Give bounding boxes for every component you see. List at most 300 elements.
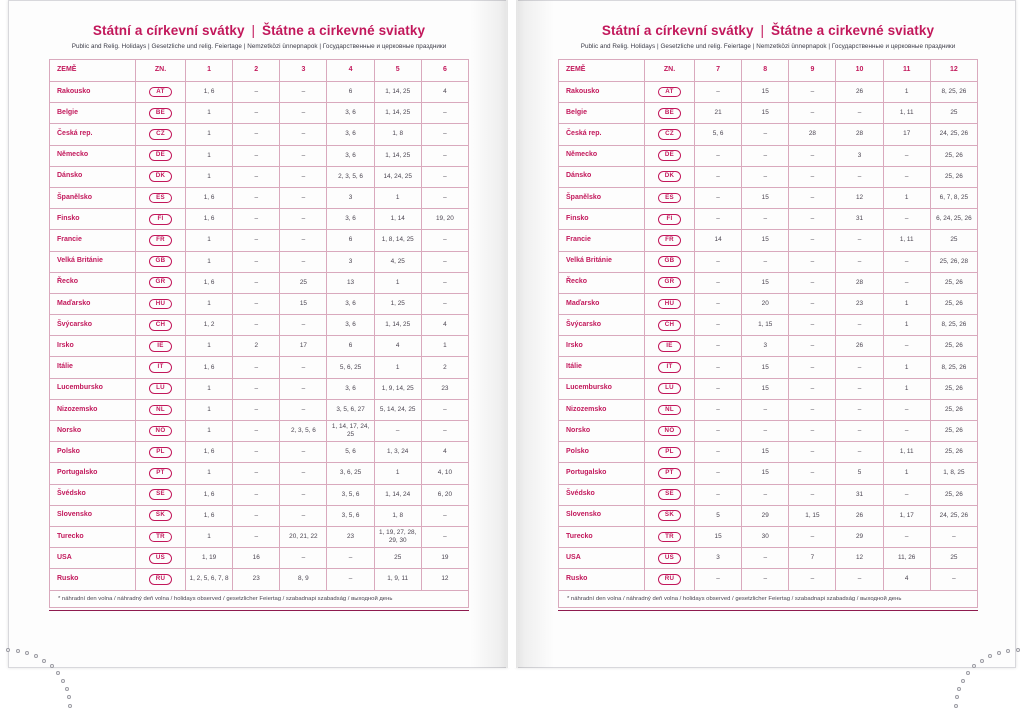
table-row — [50, 187, 469, 208]
cell-holiday-dates: 1, 2 — [186, 315, 233, 336]
cell-holiday-dates: 1, 11 — [883, 103, 930, 124]
table-row — [559, 251, 978, 272]
cell-holiday-dates: 15 — [742, 82, 789, 103]
cell-country: Itálie — [50, 357, 136, 378]
cell-holiday-dates: – — [883, 526, 930, 547]
cell-holiday-dates: – — [836, 569, 883, 590]
cell-holiday-dates: – — [695, 145, 742, 166]
cell-holiday-dates: 25, 26 — [930, 421, 977, 442]
binding-dot — [961, 679, 965, 683]
cell-holiday-dates: 1, 6 — [186, 209, 233, 230]
cell-holiday-dates: 1, 14, 24 — [374, 484, 421, 505]
cell-country: Švýcarsko — [50, 315, 136, 336]
cell-holiday-dates: 6, 20 — [421, 484, 468, 505]
table-row — [50, 442, 469, 463]
cell-holiday-dates: – — [280, 251, 327, 272]
cell-holiday-dates: 6, 24, 25, 26 — [930, 209, 977, 230]
cell-holiday-dates: 8, 25, 26 — [930, 357, 977, 378]
cell-holiday-dates: – — [280, 399, 327, 420]
table-row — [559, 124, 978, 145]
country-code-badge: LU — [149, 383, 172, 394]
country-code-badge: DK — [149, 171, 172, 182]
right-page — [516, 0, 1016, 668]
cell-holiday-dates: 1, 9, 14, 25 — [374, 378, 421, 399]
cell-holiday-dates: – — [836, 357, 883, 378]
cell-holiday-dates: – — [233, 315, 280, 336]
cell-holiday-dates: 21 — [695, 103, 742, 124]
cell-holiday-dates: 17 — [883, 124, 930, 145]
cell-holiday-dates: – — [742, 484, 789, 505]
title-czech: Státní a církevní svátky — [601, 23, 754, 38]
cell-holiday-dates: 1 — [186, 399, 233, 420]
cell-holiday-dates: 1, 14, 25 — [374, 103, 421, 124]
table-header-row — [559, 60, 978, 82]
table-row — [50, 463, 469, 484]
cell-holiday-dates: 4, 10 — [421, 463, 468, 484]
cell-holiday-dates: – — [789, 484, 836, 505]
cell-country: Velká Británie — [559, 251, 645, 272]
cell-holiday-dates: 15 — [742, 103, 789, 124]
right-page-content — [558, 23, 978, 638]
cell-holiday-dates: – — [742, 124, 789, 145]
cell-holiday-dates: – — [233, 124, 280, 145]
table-row — [559, 548, 978, 569]
cell-holiday-dates: 1, 11 — [883, 230, 930, 251]
cell-country-code — [645, 336, 695, 357]
country-code-badge: IE — [149, 341, 172, 352]
cell-holiday-dates: – — [280, 315, 327, 336]
cell-holiday-dates: 25, 26 — [930, 399, 977, 420]
table-row — [50, 315, 469, 336]
cell-holiday-dates: 5, 6, 25 — [327, 357, 374, 378]
cell-country: Turecko — [50, 526, 136, 547]
cell-holiday-dates: 1 — [186, 103, 233, 124]
col-header-month-6: 6 — [421, 60, 468, 82]
cell-holiday-dates: 26 — [836, 82, 883, 103]
cell-holiday-dates: – — [280, 548, 327, 569]
cell-holiday-dates: 1, 6 — [186, 187, 233, 208]
cell-country: Nizozemsko — [50, 399, 136, 420]
cell-holiday-dates: 8, 25, 26 — [930, 315, 977, 336]
cell-holiday-dates: – — [789, 209, 836, 230]
cell-holiday-dates: – — [233, 145, 280, 166]
cell-holiday-dates: – — [883, 336, 930, 357]
country-code-badge: IT — [658, 362, 681, 373]
table-row — [559, 103, 978, 124]
cell-country: Švýcarsko — [559, 315, 645, 336]
cell-country: Španělsko — [559, 187, 645, 208]
page-subtitle-right: Public and Relig. Holidays | Gesetzliche und relig. Feiertage | Nemzetközi ünnepnapok | Государственные и церковные праздники — [580, 43, 956, 50]
binding-dot — [966, 671, 970, 675]
cell-holiday-dates: – — [233, 166, 280, 187]
cell-holiday-dates: – — [280, 103, 327, 124]
table-row — [559, 209, 978, 230]
page-title-left — [49, 23, 469, 38]
cell-holiday-dates: – — [421, 421, 468, 442]
cell-holiday-dates: 2 — [233, 336, 280, 357]
cell-country: Irsko — [50, 336, 136, 357]
cell-holiday-dates: – — [883, 399, 930, 420]
table-row — [50, 209, 469, 230]
holidays-table-right — [558, 59, 978, 591]
table-row — [559, 505, 978, 526]
cell-country-code — [136, 399, 186, 420]
country-code-badge: FI — [149, 214, 172, 225]
cell-country-code — [136, 82, 186, 103]
country-code-badge: CZ — [149, 129, 172, 140]
cell-holiday-dates: 3, 5, 6 — [327, 505, 374, 526]
cell-holiday-dates: 8, 9 — [280, 569, 327, 590]
country-code-badge: PT — [149, 468, 172, 479]
table-row — [559, 293, 978, 314]
cell-holiday-dates: 1 — [883, 357, 930, 378]
cell-holiday-dates: 28 — [789, 124, 836, 145]
cell-holiday-dates: – — [280, 187, 327, 208]
cell-holiday-dates: – — [836, 166, 883, 187]
country-code-badge: ES — [149, 193, 172, 204]
cell-holiday-dates: – — [695, 484, 742, 505]
cell-holiday-dates: 15 — [742, 463, 789, 484]
cell-country-code — [645, 399, 695, 420]
accent-rule-right — [558, 610, 978, 612]
cell-country-code — [136, 378, 186, 399]
cell-holiday-dates: – — [789, 82, 836, 103]
cell-holiday-dates: 4 — [421, 442, 468, 463]
cell-holiday-dates: 5, 6 — [695, 124, 742, 145]
cell-country: Česká rep. — [50, 124, 136, 145]
cell-holiday-dates: – — [280, 124, 327, 145]
country-code-badge: DE — [658, 150, 681, 161]
cell-holiday-dates: – — [695, 315, 742, 336]
cell-holiday-dates: – — [233, 484, 280, 505]
country-code-badge: ES — [658, 193, 681, 204]
country-code-badge: RU — [149, 574, 172, 585]
cell-holiday-dates: 15 — [742, 230, 789, 251]
cell-holiday-dates: – — [374, 421, 421, 442]
country-code-badge: NL — [658, 405, 681, 416]
page-title-right — [558, 23, 978, 38]
cell-holiday-dates: – — [789, 526, 836, 547]
country-code-badge: US — [658, 553, 681, 564]
cell-holiday-dates: 30 — [742, 526, 789, 547]
cell-holiday-dates: – — [695, 272, 742, 293]
cell-holiday-dates: 25, 26 — [930, 145, 977, 166]
cell-country: Portugalsko — [559, 463, 645, 484]
country-code-badge: IE — [658, 341, 681, 352]
cell-holiday-dates: – — [421, 272, 468, 293]
cell-country: Řecko — [559, 272, 645, 293]
cell-holiday-dates: – — [280, 463, 327, 484]
table-row — [559, 442, 978, 463]
table-row — [559, 463, 978, 484]
cell-holiday-dates: – — [836, 103, 883, 124]
cell-holiday-dates: – — [883, 166, 930, 187]
cell-holiday-dates: – — [789, 421, 836, 442]
table-row — [50, 526, 469, 547]
cell-holiday-dates: 1, 8, 14, 25 — [374, 230, 421, 251]
cell-holiday-dates: 23 — [836, 293, 883, 314]
cell-country-code — [136, 357, 186, 378]
cell-country: Francie — [559, 230, 645, 251]
binding-dot — [957, 687, 961, 691]
cell-holiday-dates: – — [280, 145, 327, 166]
cell-holiday-dates: – — [789, 103, 836, 124]
col-header-month-2: 2 — [233, 60, 280, 82]
cell-holiday-dates: – — [233, 82, 280, 103]
cell-holiday-dates: 1, 8 — [374, 505, 421, 526]
cell-holiday-dates: 24, 25, 26 — [930, 505, 977, 526]
cell-country-code — [136, 124, 186, 145]
cell-holiday-dates: 3, 5, 6, 27 — [327, 399, 374, 420]
cell-holiday-dates: – — [233, 421, 280, 442]
title-separator: | — [251, 23, 256, 38]
cell-holiday-dates: – — [883, 484, 930, 505]
table-row — [559, 145, 978, 166]
cell-country-code — [645, 484, 695, 505]
cell-holiday-dates: 4 — [883, 569, 930, 590]
cell-country: Polsko — [50, 442, 136, 463]
cell-holiday-dates: – — [695, 166, 742, 187]
cell-holiday-dates: – — [836, 251, 883, 272]
country-code-badge: FR — [149, 235, 172, 246]
col-header-month-1: 1 — [186, 60, 233, 82]
cell-holiday-dates: 4 — [421, 82, 468, 103]
country-code-badge: AT — [658, 87, 681, 98]
cell-holiday-dates: – — [789, 272, 836, 293]
table-header-row — [50, 60, 469, 82]
table-row — [559, 378, 978, 399]
cell-holiday-dates: 20 — [742, 293, 789, 314]
cell-country: Lucembursko — [50, 378, 136, 399]
table-body-left — [50, 82, 469, 591]
cell-country: Belgie — [559, 103, 645, 124]
cell-holiday-dates: 1 — [186, 463, 233, 484]
cell-holiday-dates: – — [742, 399, 789, 420]
cell-holiday-dates: – — [233, 399, 280, 420]
country-code-badge: BE — [149, 108, 172, 119]
cell-holiday-dates: – — [280, 230, 327, 251]
cell-holiday-dates: 25, 26, 28 — [930, 251, 977, 272]
country-code-badge: NO — [149, 426, 172, 437]
cell-country-code — [136, 145, 186, 166]
cell-holiday-dates: 1, 14, 25 — [374, 82, 421, 103]
cell-country-code — [645, 272, 695, 293]
cell-holiday-dates: – — [695, 399, 742, 420]
cell-holiday-dates: 12 — [836, 187, 883, 208]
cell-holiday-dates: 8, 25, 26 — [930, 82, 977, 103]
title-slovak: Štátne a cirkevné sviatky — [261, 23, 426, 38]
cell-holiday-dates: – — [421, 187, 468, 208]
cell-holiday-dates: 3, 6 — [327, 378, 374, 399]
cell-country: Finsko — [50, 209, 136, 230]
cell-country: Španělsko — [50, 187, 136, 208]
cell-country: Norsko — [50, 421, 136, 442]
cell-holiday-dates: 1, 8, 25 — [930, 463, 977, 484]
cell-holiday-dates: 6 — [327, 82, 374, 103]
binding-dot — [67, 695, 71, 699]
cell-country: Slovensko — [559, 505, 645, 526]
table-row — [559, 336, 978, 357]
cell-holiday-dates: 1, 6 — [186, 442, 233, 463]
cell-holiday-dates: – — [789, 145, 836, 166]
cell-country: Rakousko — [559, 82, 645, 103]
cell-holiday-dates: – — [789, 166, 836, 187]
cell-country-code — [645, 82, 695, 103]
table-row — [559, 399, 978, 420]
cell-holiday-dates: 19 — [421, 548, 468, 569]
cell-country-code — [136, 336, 186, 357]
cell-country: Slovensko — [50, 505, 136, 526]
cell-holiday-dates: 1, 15 — [789, 505, 836, 526]
cell-holiday-dates: – — [789, 399, 836, 420]
cell-country: USA — [559, 548, 645, 569]
cell-country-code — [136, 166, 186, 187]
cell-holiday-dates: 26 — [836, 336, 883, 357]
cell-holiday-dates: 15 — [280, 293, 327, 314]
cell-holiday-dates: 25, 26 — [930, 484, 977, 505]
cell-country: Portugalsko — [50, 463, 136, 484]
cell-holiday-dates: 1 — [883, 315, 930, 336]
cell-holiday-dates: 25, 26 — [930, 378, 977, 399]
footnote-right: * náhradní den volna / náhradný deň volna / holidays observed / gesetzlicher Feiertag / szabadnapi szabadság / выходной день — [558, 591, 978, 608]
cell-holiday-dates: 4 — [421, 315, 468, 336]
table-row — [50, 421, 469, 442]
table-row — [50, 548, 469, 569]
country-code-badge: SK — [658, 510, 681, 521]
cell-holiday-dates: 15 — [742, 357, 789, 378]
cell-country: Rusko — [50, 569, 136, 590]
cell-holiday-dates: – — [421, 145, 468, 166]
cell-holiday-dates: – — [421, 166, 468, 187]
cell-holiday-dates: – — [883, 209, 930, 230]
cell-holiday-dates: 6 — [327, 336, 374, 357]
cell-holiday-dates: 15 — [695, 526, 742, 547]
country-code-badge: FI — [658, 214, 681, 225]
cell-country-code — [136, 484, 186, 505]
table-row — [50, 166, 469, 187]
cell-holiday-dates: 3, 6 — [327, 293, 374, 314]
cell-holiday-dates: – — [327, 548, 374, 569]
cell-holiday-dates: – — [233, 251, 280, 272]
cell-country-code — [645, 293, 695, 314]
cell-holiday-dates: – — [233, 272, 280, 293]
cell-holiday-dates: – — [789, 315, 836, 336]
country-code-badge: CH — [658, 320, 681, 331]
cell-holiday-dates: 28 — [836, 272, 883, 293]
cell-country: Německo — [50, 145, 136, 166]
cell-holiday-dates: 4 — [374, 336, 421, 357]
accent-rule-left — [49, 610, 469, 612]
cell-holiday-dates: 1 — [186, 378, 233, 399]
cell-holiday-dates: – — [695, 463, 742, 484]
col-header-month-11: 11 — [883, 60, 930, 82]
cell-holiday-dates: 28 — [836, 124, 883, 145]
cell-holiday-dates: 1, 6 — [186, 272, 233, 293]
cell-country-code — [645, 505, 695, 526]
cell-holiday-dates: 1, 9, 11 — [374, 569, 421, 590]
cell-country-code — [645, 569, 695, 590]
cell-holiday-dates: 1, 3, 24 — [374, 442, 421, 463]
cell-country: Švédsko — [559, 484, 645, 505]
cell-holiday-dates: – — [695, 187, 742, 208]
cell-holiday-dates: 14, 24, 25 — [374, 166, 421, 187]
table-row — [559, 166, 978, 187]
col-header-month-7: 7 — [695, 60, 742, 82]
cell-holiday-dates: – — [421, 526, 468, 547]
cell-holiday-dates: 1, 15 — [742, 315, 789, 336]
cell-holiday-dates: – — [836, 421, 883, 442]
cell-holiday-dates: 3 — [327, 251, 374, 272]
cell-holiday-dates: 1 — [374, 272, 421, 293]
title-slovak: Štátne a cirkevné sviatky — [770, 23, 935, 38]
col-header-country: ZEMĚ — [50, 60, 136, 82]
cell-holiday-dates: 1 — [186, 230, 233, 251]
cell-holiday-dates: 3 — [742, 336, 789, 357]
col-header-month-4: 4 — [327, 60, 374, 82]
holidays-table-left — [49, 59, 469, 591]
cell-country-code — [645, 187, 695, 208]
table-row — [50, 336, 469, 357]
cell-country: Dánsko — [50, 166, 136, 187]
cell-holiday-dates: – — [233, 442, 280, 463]
country-code-badge: GB — [149, 256, 172, 267]
binding-dot — [65, 687, 69, 691]
cell-country: Rakousko — [50, 82, 136, 103]
cell-holiday-dates: 25 — [930, 548, 977, 569]
cell-holiday-dates: – — [233, 378, 280, 399]
cell-country: Finsko — [559, 209, 645, 230]
cell-holiday-dates: – — [836, 230, 883, 251]
cell-holiday-dates: 14 — [695, 230, 742, 251]
cell-holiday-dates: 23 — [421, 378, 468, 399]
cell-holiday-dates: – — [742, 145, 789, 166]
cell-holiday-dates: 1 — [186, 251, 233, 272]
cell-holiday-dates: – — [836, 378, 883, 399]
cell-country-code — [645, 442, 695, 463]
cell-country: Francie — [50, 230, 136, 251]
cell-country: Polsko — [559, 442, 645, 463]
country-code-badge: SK — [149, 510, 172, 521]
table-row — [559, 272, 978, 293]
country-code-badge: HU — [658, 299, 681, 310]
country-code-badge: AT — [149, 87, 172, 98]
country-code-badge: US — [149, 553, 172, 564]
cell-holiday-dates: – — [789, 463, 836, 484]
cell-holiday-dates: 1, 8 — [374, 124, 421, 145]
cell-country: Řecko — [50, 272, 136, 293]
cell-country-code — [136, 463, 186, 484]
cell-country-code — [136, 272, 186, 293]
table-row — [50, 145, 469, 166]
col-header-month-5: 5 — [374, 60, 421, 82]
cell-country: Itálie — [559, 357, 645, 378]
cell-holiday-dates: – — [233, 209, 280, 230]
cell-holiday-dates: – — [421, 293, 468, 314]
cell-holiday-dates: 13 — [327, 272, 374, 293]
cell-holiday-dates: – — [695, 442, 742, 463]
country-code-badge: SE — [658, 489, 681, 500]
cell-country: Irsko — [559, 336, 645, 357]
cell-holiday-dates: 5 — [836, 463, 883, 484]
table-row — [50, 103, 469, 124]
cell-holiday-dates: – — [742, 166, 789, 187]
cell-country-code — [136, 103, 186, 124]
cell-holiday-dates: 1 — [883, 82, 930, 103]
country-code-badge: GR — [658, 277, 681, 288]
table-row — [559, 187, 978, 208]
cell-country-code — [645, 421, 695, 442]
table-row — [50, 569, 469, 590]
